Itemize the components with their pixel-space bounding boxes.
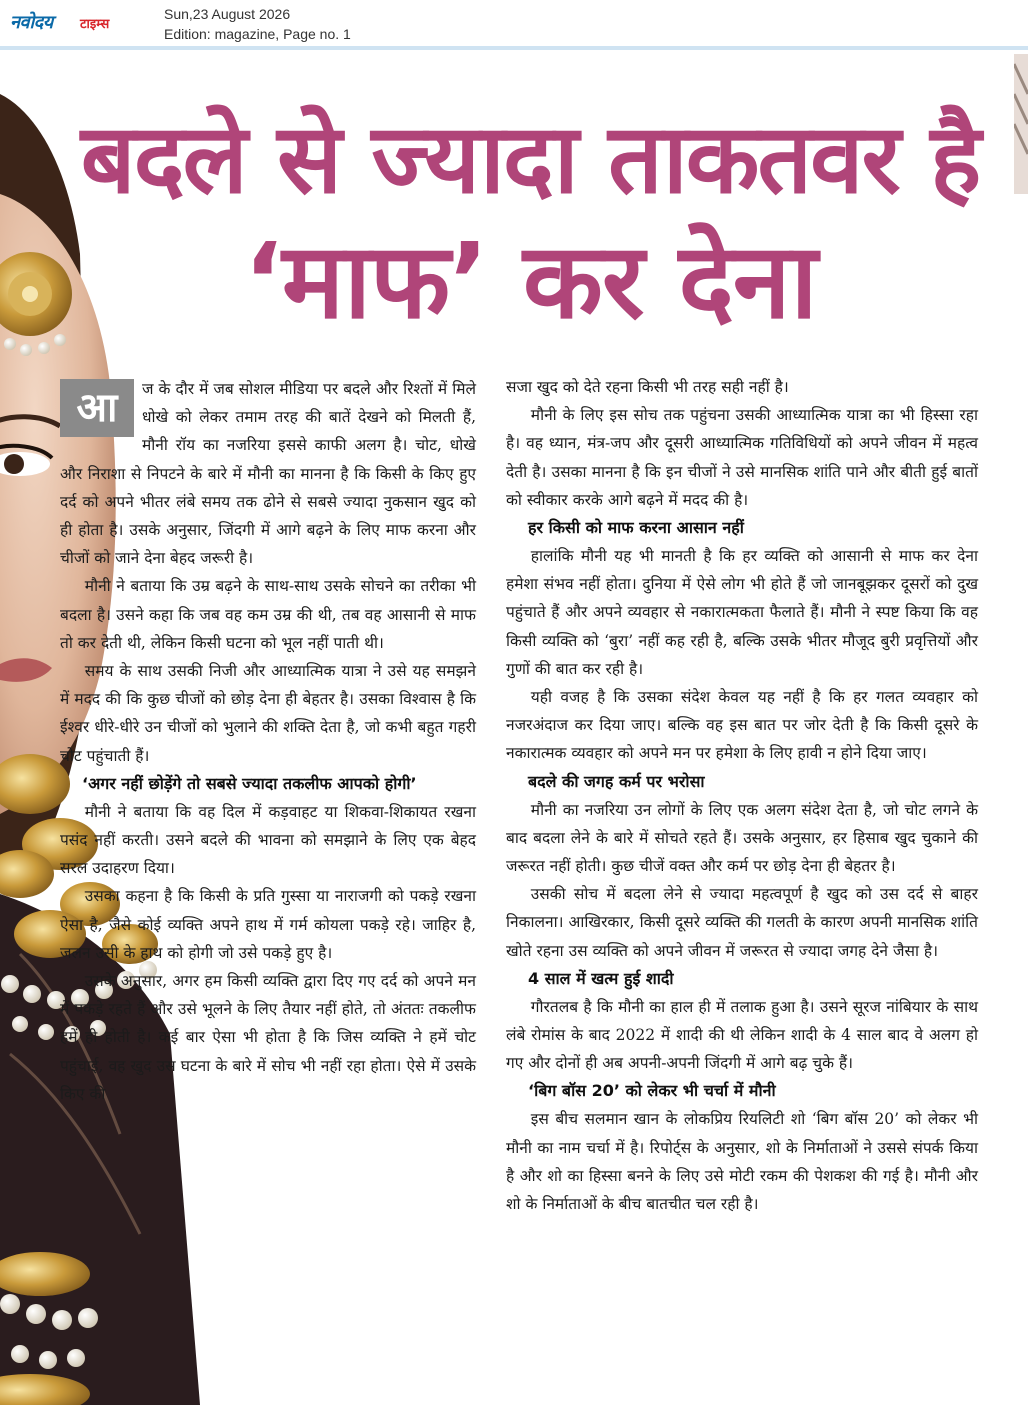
article-paragraph: हालांकि मौनी यह भी मानती है कि हर व्यक्ति को आसानी से माफ कर देना हमेशा संभव नहीं होता। दुनिया में ऐसे लोग भी होते हैं जो जानबूझकर दूसरों को दुख पहुंचाते हैं और अपने व्यवहार से नकारात्मकता फैलाते हैं। मौनी ने स्पष्ट किया कि वह किसी व्यक्ति को ‘बुरा’ नहीं कह रही है, बल्कि उसके भीतर मौजूद बुरी प्रवृत्तियों और गुणों की बात कर रही है। <box>506 547 978 678</box>
article-paragraph: मौनी के लिए इस सोच तक पहुंचना उसकी आध्यात्मिक यात्रा का भी हिस्सा रहा है। वह ध्यान, मंत्र-जप और दूसरी आध्यात्मिक गतिविधियों को अपने जीवन में महत्व देती है। उसका मानना है कि इन चीजों ने उसे मानसिक शांति पाने और बीती हुई बातों को स्वीकार करके आगे बढ़ने में मदद की है। <box>506 406 978 509</box>
article-column-2 <box>506 373 978 1218</box>
section-subheading: ‘अगर नहीं छोड़ेंगे तो सबसे ज्यादा तकलीफ आपको होगी’ <box>82 773 417 793</box>
article-paragraph: गौरतलब है कि मौनी का हाल ही में तलाक हुआ है। उसने सूरज नांबियार के साथ लंबे रोमांस के बाद 2022 में शादी की थी लेकिन शादी के 4 साल बाद वे अलग हो गए और दोनों ही अब अपनी-अपनी जिंदगी में आगे बढ़ चुके हैं। <box>506 997 978 1073</box>
edition-page: Edition: magazine, Page no. 1 <box>164 26 351 42</box>
article-paragraph: उसकी सोच में बदला लेने से ज्यादा महत्वपूर्ण है खुद को उस दर्द से बाहर निकालना। आखिरकार, किसी दूसरे व्यक्ति की गलती के कारण अपनी मानसिक शांति खोते रहना उस व्यक्ति को अपने जीवन में जरूरत से ज्यादा जगह देने जैसा है। <box>506 885 978 960</box>
publication-logo[interactable] <box>10 8 138 38</box>
article-paragraph: इस बीच सलमान खान के लोकप्रिय रियलिटी शो ‘बिग बॉस 20’ को लेकर भी मौनी का नाम चर्चा में है। रिपोर्ट्स के अनुसार, शो के निर्माताओं ने उससे संपर्क किया है और शो का हिस्सा बनने के लिए उसे मोटी रकम की पेशकश की गई है। मौनी और शो के निर्माताओं के बीच बातचीत चल रही है। <box>506 1110 978 1214</box>
issue-date: Sun,23 August 2026 <box>164 6 291 22</box>
article-paragraph: यही वजह है कि उसका संदेश केवल यह नहीं है कि हर गलत व्यवहार को नजरअंदाज कर दिया जाए। बल्कि वह इस बात पर जोर देती है कि किसी दूसरे के नकारात्मक व्यवहार को अपने मन पर हमेशा के लिए हावी न होने दिया जाए। <box>506 688 978 763</box>
headline <box>40 100 1020 344</box>
article-column-1 <box>60 373 476 1108</box>
headline-line-2: ‘माफ’ कर देना <box>243 220 817 342</box>
article-paragraph: उसके अनुसार, अगर हम किसी व्यक्ति द्वारा दिए गए दर्द को अपने मन में पकड़े रहते हैं और उसे भूलने के लिए तैयार नहीं होते, तो अंततः तकलीफ हमें ही होती है। कई बार ऐसा भी होता है कि जिस व्यक्ति ने हमें चोट पहुंचाई, वह खुद उस घटना के बारे में सोच भी नहीं रहा होता। ऐसे में उसके किए की <box>60 972 476 1103</box>
section-subheading: ‘बिग बॉस 20’ को लेकर भी चर्चा में मौनी <box>528 1081 776 1101</box>
masthead-bar <box>0 0 1028 50</box>
section-subheading: बदले की जगह कर्म पर भरोसा <box>528 771 705 791</box>
article-paragraph: मौनी ने बताया कि उम्र बढ़ने के साथ-साथ उसके सोचने का तरीका भी बदला है। उसने कहा कि जब वह कम उम्र की थी, तब वह आसानी से माफ तो कर देती थी, लेकिन किसी घटना को भूल नहीं पाती थी। <box>60 577 476 652</box>
article-paragraph: समय के साथ उसकी निजी और आध्यात्मिक यात्रा ने उसे यह समझने में मदद की कि कुछ चीजों को छोड़ देना ही बेहतर है। उसका विश्वास है कि ईश्वर धीरे-धीरे उन चीजों को भुलाने की शक्ति देता है, जो कभी बहुत गहरी चोट पहुंचाती हैं। <box>60 662 476 765</box>
article-paragraph: मौनी का नजरिया उन लोगों के लिए एक अलग संदेश देता है, जो चोट लगने के बाद बदला लेने के बारे में सोचते रहते हैं। उसके अनुसार, हर हिसाब खुद चुकाने की जरूरत नहीं होती। कुछ चीजें वक्त और कर्म पर छोड़ देना ही बेहतर है। <box>506 800 978 876</box>
drop-cap: आ <box>60 379 134 437</box>
edition-info <box>164 4 351 44</box>
logo-sub-text: टाइम्स <box>80 17 110 32</box>
article-paragraph: उसका कहना है कि किसी के प्रति गुस्सा या नाराजगी को पकड़े रखना ऐसा है, जैसे कोई व्यक्ति अपने हाथ में गर्म कोयला पकड़े रहे। जाहिर है, जलन उसी के हाथ को होगी जो उसे पकड़े हुए है। <box>60 887 476 962</box>
section-subheading: हर किसी को माफ करना आसान नहीं <box>528 518 744 538</box>
section-subheading: 4 साल में खत्म हुई शादी <box>528 968 674 988</box>
headline-line-1: बदले से ज्यादा ताकतवर है <box>80 103 980 215</box>
article-paragraph: ज के दौर में जब सोशल मीडिया पर बदले और रिश्तों में मिले धोखे को लेकर तमाम तरह की बातें देखने को मिलती हैं, मौनी रॉय का नजरिया इससे काफी अलग है। चोट, धोखे और निराशा से निपटने के बारे में मौनी का मानना है कि किसी के किए हुए दर्द को अपने भीतर लंबे समय तक ढोने से सबसे ज्यादा नुकसान खुद को ही होता है। उसके अनुसार, जिंदगी में आगे बढ़ने के लिए माफ करना और चीजों को जाने देना बेहद जरूरी है। <box>60 380 476 568</box>
article-paragraph: सजा खुद को देते रहना किसी भी तरह सही नहीं है। <box>506 378 789 396</box>
logo-main-text: नवोदय <box>10 12 53 33</box>
article-paragraph: मौनी ने बताया कि वह दिल में कड़वाहट या शिकवा-शिकायत रखना पसंद नहीं करती। उसने बदले की भावना को समझाने के लिए एक बेहद सरल उदाहरण दिया। <box>60 802 476 878</box>
